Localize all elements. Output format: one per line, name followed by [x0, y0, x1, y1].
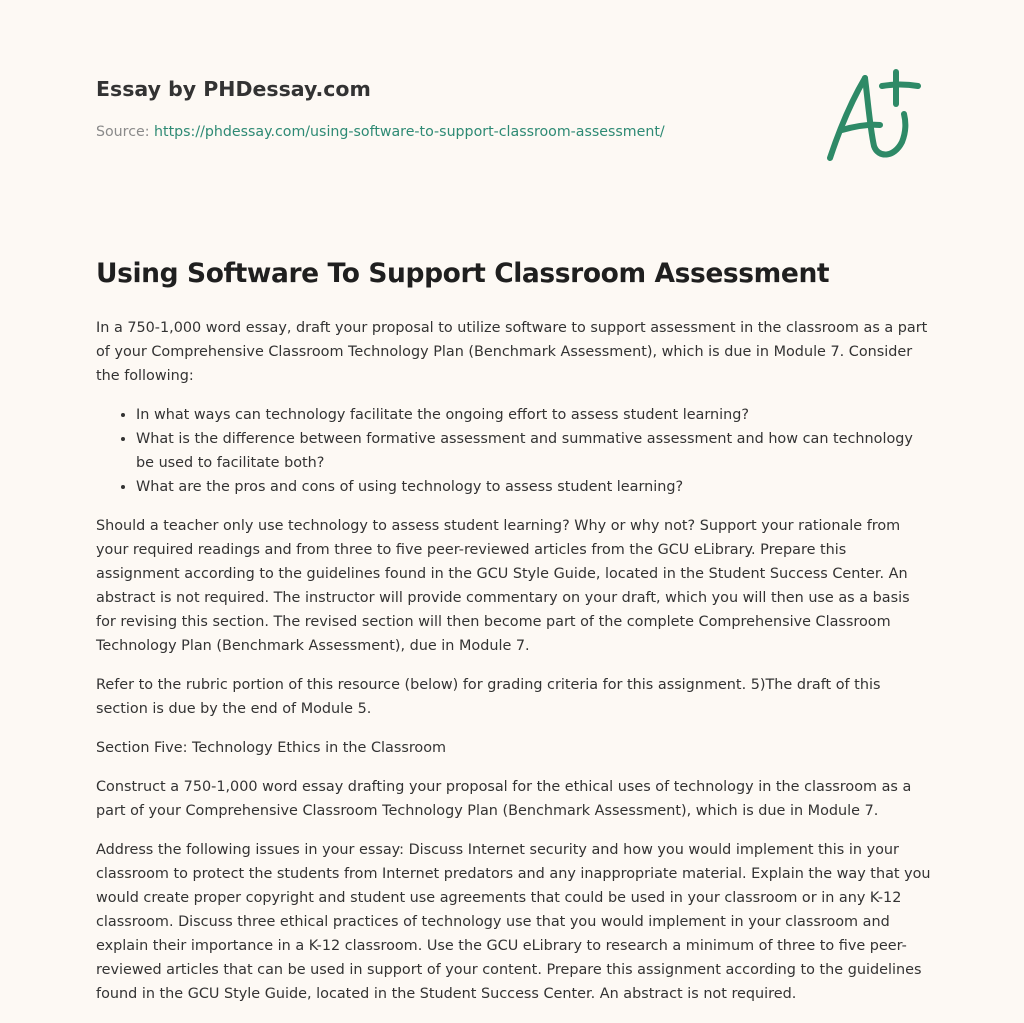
source-label: Source: — [96, 124, 150, 140]
list-item: • What are the pros and cons of using technology to assess student learning? — [136, 475, 932, 499]
page-title: Using Software To Support Classroom Assessment — [96, 258, 830, 289]
question-list — [96, 403, 932, 499]
source-link[interactable]: https://phdessay.com/using-software-to-support-classroom-assessment/ — [154, 124, 665, 140]
page-header — [96, 74, 756, 142]
site-title: Essay by PHDessay.com — [96, 77, 371, 101]
body-paragraph: Refer to the rubric portion of this resource (below) for grading criteria for this assignment. 5)The draft of this section is due by the end of Module 5. — [96, 677, 881, 717]
section-heading: Section Five: Technology Ethics in the Classroom — [96, 740, 447, 756]
body-paragraph: Construct a 750-1,000 word essay drafting your proposal for the ethical uses of technology in the classroom as a part of your Comprehensive Classroom Technology Plan (Benchmark Assessment), which is due in Module 7. — [96, 779, 912, 819]
intro-paragraph: In a 750-1,000 word essay, draft your proposal to utilize software to support assessment in the classroom as a part of your Comprehensive Classroom Technology Plan (Benchmark Assessment), which is due in Module 7. Consider the following: — [96, 320, 928, 384]
list-item: • What is the difference between formative assessment and summative assessment and how can technology be used to facilitate both? — [136, 427, 932, 475]
body-paragraph: Should a teacher only use technology to assess student learning? Why or why not? Support your rationale from your required readings and from three to five peer-reviewed articles from the GCU eLibrary. Prepare this assignment according to the guidelines found in the GCU Style Guide, located in the Student Success Center. An abstract is not required. The instructor will provide commentary on your draft, which you will then use as a basis for revising this section. The revised section will then become part of the complete Comprehensive Classroom Technology Plan (Benchmark Assessment), due in Module 7. — [96, 518, 910, 654]
a-plus-grade-icon — [818, 66, 930, 166]
source-line — [96, 122, 756, 142]
list-item: • In what ways can technology facilitate the ongoing effort to assess student learning? — [136, 403, 932, 427]
article — [96, 256, 932, 1021]
body-paragraph: Address the following issues in your essay: Discuss Internet security and how you would implement this in your classroom to protect the students from Internet predators and any inappropriate material. Explain the way that you would create proper copyright and student use agreements that could be used in your classroom or in any K-12 classroom. Discuss three ethical practices of technology use that you would implement in your classroom and explain their importance in a K-12 classroom. Use the GCU eLibrary to research a minimum of three to five peer-reviewed articles that can be used in support of your content. Prepare this assignment according to the guidelines found in the GCU Style Guide, located in the Student Success Center. An abstract is not required. — [96, 842, 931, 1002]
